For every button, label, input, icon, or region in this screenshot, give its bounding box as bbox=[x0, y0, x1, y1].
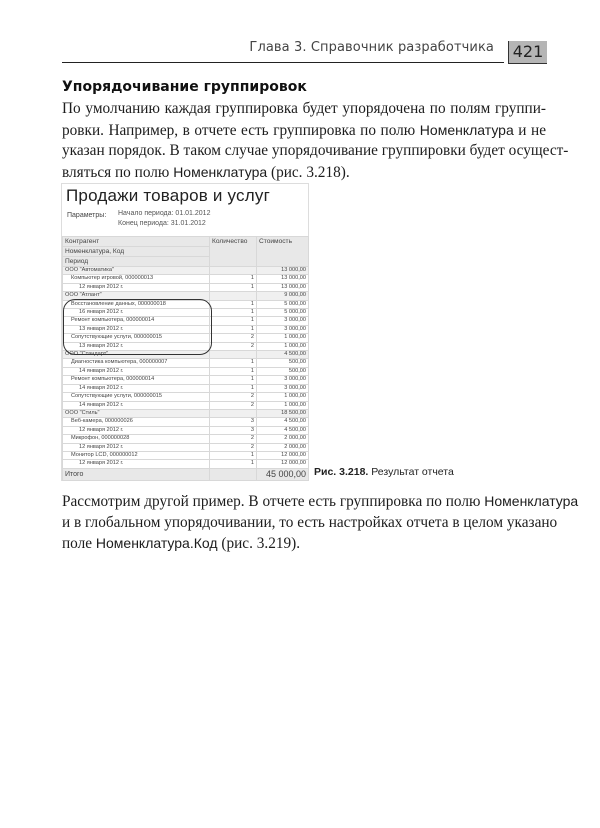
table-row bbox=[63, 359, 309, 367]
table-row bbox=[63, 435, 309, 443]
cell-quantity: 1 bbox=[210, 317, 257, 325]
cell-cost: 1 000,00 bbox=[257, 393, 309, 401]
report-figure bbox=[61, 183, 309, 481]
table-row bbox=[63, 460, 309, 468]
cell-cost: 4 500,00 bbox=[257, 418, 309, 426]
cell-cost: 9 000,00 bbox=[257, 292, 309, 300]
table-row bbox=[63, 376, 309, 384]
table-row bbox=[63, 267, 309, 275]
table-row bbox=[63, 275, 309, 283]
cell-name: Восстановление данных, 000000018 bbox=[63, 300, 210, 308]
cell-name: 14 января 2012 г. bbox=[63, 384, 210, 392]
column-header-cost: Стоимость bbox=[257, 237, 309, 267]
text-line: поле Номенклатура.Код (рис. 3.219). bbox=[62, 535, 301, 552]
cell-name: ООО "Стандарт" bbox=[63, 351, 210, 359]
cell-quantity: 2 bbox=[210, 334, 257, 342]
page-header bbox=[62, 33, 546, 63]
cell-name: 12 января 2012 г. bbox=[63, 443, 210, 451]
cell-cost: 1 000,00 bbox=[257, 334, 309, 342]
text-line: По умолчанию каждая группировка будет упорядочена по полям группи- bbox=[62, 100, 546, 117]
cell-cost: 3 000,00 bbox=[257, 384, 309, 392]
cell-name: 12 января 2012 г. bbox=[63, 283, 210, 291]
cell-quantity: 2 bbox=[210, 342, 257, 350]
cell-cost: 5 000,00 bbox=[257, 300, 309, 308]
text-line: и в глобальном упорядочивании, то есть настройках отчета в целом указано bbox=[62, 513, 558, 531]
cell-name: 16 января 2012 г. bbox=[63, 309, 210, 317]
cell-cost: 3 000,00 bbox=[257, 325, 309, 333]
cell-name: 14 января 2012 г. bbox=[63, 367, 210, 375]
cell-quantity: 2 bbox=[210, 435, 257, 443]
cell-cost: 500,00 bbox=[257, 367, 309, 375]
report-title: Продажи товаров и услуг bbox=[66, 186, 270, 205]
cell-name: ООО "Автоматика" bbox=[63, 267, 210, 275]
table-row bbox=[63, 384, 309, 392]
cell-cost: 13 000,00 bbox=[257, 283, 309, 291]
report-period-end: Конец периода: 31.01.2012 bbox=[118, 220, 206, 227]
table-row bbox=[63, 426, 309, 434]
report-table bbox=[62, 236, 309, 481]
table-row bbox=[63, 443, 309, 451]
cell-quantity: 2 bbox=[210, 393, 257, 401]
cell-name: Диагностика компьютера, 000000007 bbox=[63, 359, 210, 367]
cell-quantity bbox=[210, 267, 257, 275]
cell-cost: 18 500,00 bbox=[257, 409, 309, 417]
cell-name: 12 января 2012 г. bbox=[63, 426, 210, 434]
text-line: вляться по полю Номенклатура (рис. 3.218). bbox=[62, 163, 350, 181]
cell-cost: 13 000,00 bbox=[257, 267, 309, 275]
report-period-start: Начало периода: 01.01.2012 bbox=[118, 210, 211, 217]
report-params-label: Параметры: bbox=[67, 212, 107, 219]
table-row bbox=[63, 367, 309, 375]
cell-cost: 2 000,00 bbox=[257, 443, 309, 451]
cell-cost: 12 000,00 bbox=[257, 460, 309, 468]
column-header-quantity: Количество bbox=[210, 237, 257, 267]
cell-name: Ремонт компьютера, 000000014 bbox=[63, 376, 210, 384]
chapter-title: Глава 3. Справочник разработчика bbox=[249, 40, 494, 55]
caption-text: Результат отчета bbox=[371, 466, 454, 478]
cell-quantity: 1 bbox=[210, 367, 257, 375]
table-row bbox=[63, 401, 309, 409]
cell-cost: 500,00 bbox=[257, 359, 309, 367]
cell-name: Сопутствующие услуги, 000000015 bbox=[63, 334, 210, 342]
column-header-grouping2: Номенклатура, Код bbox=[63, 247, 210, 257]
field-name: Номенклатура bbox=[173, 163, 268, 180]
figure-caption bbox=[314, 466, 454, 478]
cell-quantity: 2 bbox=[210, 401, 257, 409]
cell-cost: 3 000,00 bbox=[257, 376, 309, 384]
cell-name: 13 января 2012 г. bbox=[63, 325, 210, 333]
paragraph-intro bbox=[62, 99, 569, 183]
table-row bbox=[63, 283, 309, 291]
text-line: указан порядок. В таком случае упорядочивание группировки будет осущест- bbox=[62, 142, 569, 159]
cell-quantity: 1 bbox=[210, 451, 257, 459]
total-quantity bbox=[210, 468, 257, 480]
cell-name: 13 января 2012 г. bbox=[63, 342, 210, 350]
total-row bbox=[63, 468, 309, 480]
cell-quantity: 1 bbox=[210, 309, 257, 317]
table-row bbox=[63, 418, 309, 426]
cell-quantity: 1 bbox=[210, 376, 257, 384]
cell-name: 12 января 2012 г. bbox=[63, 460, 210, 468]
text-line: Рассмотрим другой пример. В отчете есть группировка по полю Номенклатура bbox=[62, 493, 579, 510]
cell-quantity bbox=[210, 409, 257, 417]
cell-cost: 1 000,00 bbox=[257, 342, 309, 350]
text-line: ровки. Например, в отчете есть группировка по полю Номенклатура и не bbox=[62, 121, 546, 139]
cell-quantity: 1 bbox=[210, 325, 257, 333]
header-rule bbox=[62, 62, 504, 63]
cell-quantity bbox=[210, 292, 257, 300]
field-name: Номенклатура bbox=[484, 493, 579, 509]
cell-quantity: 1 bbox=[210, 359, 257, 367]
section-title: Упорядочивание группировок bbox=[62, 79, 307, 95]
caption-number: Рис. 3.218. bbox=[314, 466, 369, 478]
cell-quantity: 1 bbox=[210, 460, 257, 468]
paragraph-example bbox=[62, 491, 579, 555]
cell-name: 14 января 2012 г. bbox=[63, 401, 210, 409]
field-name: Номенклатура bbox=[419, 121, 514, 138]
cell-name: ООО "Стиль" bbox=[63, 409, 210, 417]
cell-name: ООО "Атлант" bbox=[63, 292, 210, 300]
page-number: 421 bbox=[508, 41, 547, 64]
cell-quantity: 3 bbox=[210, 418, 257, 426]
cell-cost: 5 000,00 bbox=[257, 309, 309, 317]
cell-cost: 4 500,00 bbox=[257, 426, 309, 434]
column-header-grouping1: Контрагент bbox=[63, 237, 210, 247]
table-row bbox=[63, 451, 309, 459]
cell-name: Веб-камера, 000000026 bbox=[63, 418, 210, 426]
cell-name: Монитор LCD, 000000012 bbox=[63, 451, 210, 459]
field-name: Номенклатура.Код bbox=[95, 535, 218, 551]
cell-quantity bbox=[210, 351, 257, 359]
table-row bbox=[63, 409, 309, 417]
cell-quantity: 1 bbox=[210, 283, 257, 291]
cell-name: Ремонт компьютера, 000000014 bbox=[63, 317, 210, 325]
cell-cost: 3 000,00 bbox=[257, 317, 309, 325]
total-label: Итого bbox=[63, 468, 210, 480]
cell-quantity: 2 bbox=[210, 443, 257, 451]
cell-quantity: 1 bbox=[210, 275, 257, 283]
highlight-oval bbox=[63, 299, 212, 355]
table-header-row bbox=[63, 237, 309, 247]
cell-name: Микрофон, 000000028 bbox=[63, 435, 210, 443]
table-row bbox=[63, 393, 309, 401]
cell-cost: 1 000,00 bbox=[257, 401, 309, 409]
cell-quantity: 1 bbox=[210, 384, 257, 392]
cell-cost: 13 000,00 bbox=[257, 275, 309, 283]
cell-name: Сопутствующие услуги, 000000015 bbox=[63, 393, 210, 401]
column-header-grouping3: Период bbox=[63, 257, 210, 267]
cell-quantity: 3 bbox=[210, 426, 257, 434]
cell-quantity: 1 bbox=[210, 300, 257, 308]
cell-cost: 2 000,00 bbox=[257, 435, 309, 443]
cell-cost: 12 000,00 bbox=[257, 451, 309, 459]
cell-cost: 4 500,00 bbox=[257, 351, 309, 359]
total-cost: 45 000,00 bbox=[257, 468, 309, 480]
cell-name: Компьютер игровой, 000000013 bbox=[63, 275, 210, 283]
